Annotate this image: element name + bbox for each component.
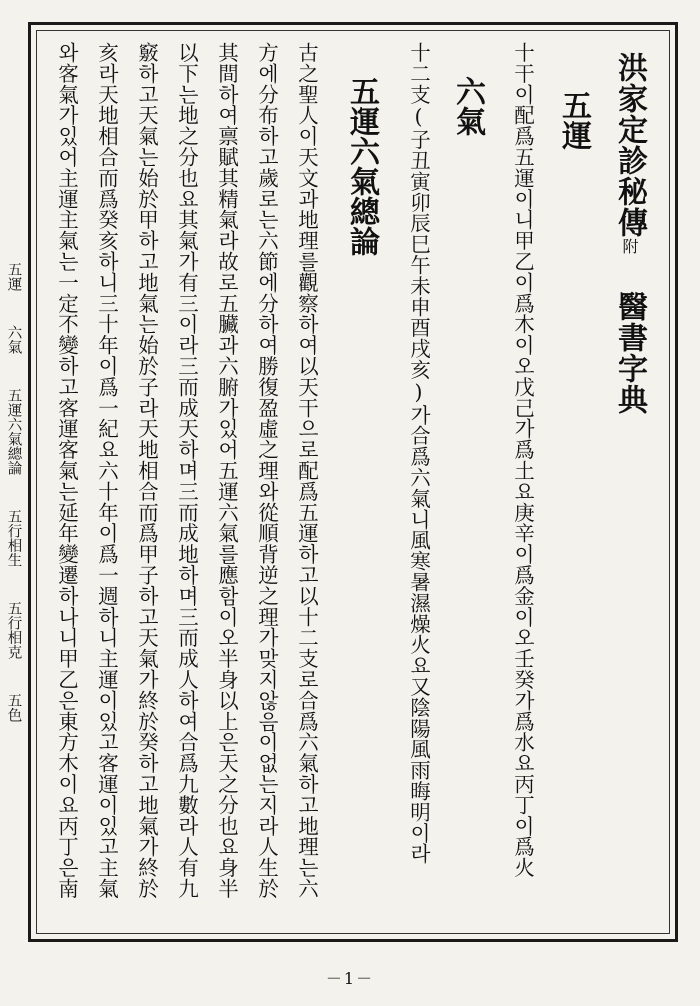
zonglun-line-6: 亥라天地相合而爲癸亥하니三十年이爲一紀요六十年이爲一週하니主運이있고客運이있고主氣 — [94, 42, 119, 899]
heading-wuyun: 五運 — [556, 90, 591, 150]
zonglun-line-4: 以下는地之分也요其氣가有三이라三而成天하며三而成地하며三而成人하여合爲九數라人有九 — [174, 42, 199, 899]
side-index — [6, 262, 21, 740]
page-number: －1－ — [325, 969, 375, 988]
title-sup: 附 — [620, 238, 639, 255]
side-index-item: 六氣 — [5, 325, 22, 354]
title-sub: 醫書字典 — [612, 291, 647, 415]
heading-liuqi: 六氣 — [450, 76, 485, 136]
side-index-item: 五行相生 — [5, 509, 22, 567]
side-index-item: 五運六氣總論 — [5, 388, 22, 475]
zonglun-line-3: 其間하여禀賦其精氣라故로五臟과六腑가있어五運六氣를應함이오半身以上은天之分也요身半 — [214, 42, 239, 899]
title-main: 洪家定診秘傳 — [612, 52, 647, 238]
side-index-item: 五色 — [5, 693, 22, 722]
side-index-item: 五行相克 — [5, 601, 22, 659]
wuyun-line-1: 十干이配爲五運이니甲乙이爲木이오戊己가爲土요庚辛이爲金이오壬癸가爲水요丙丁이爲火 — [510, 42, 535, 878]
book-title — [612, 52, 647, 415]
zonglun-line-5: 竅하고天氣는始於甲하고地氣는始於子라天地相合而爲甲子하고天氣가終於癸하고地氣가終於 — [134, 42, 159, 899]
heading-zonglun: 五運六氣總論 — [344, 76, 379, 256]
zonglun-line-2: 方에分布하고歲로는六節에分하여勝復盈虛之理와從順背逆之理가맞지않음이없는지라人生於 — [254, 42, 279, 899]
zonglun-line-7: 와客氣가있어主運主氣는一定不變하고客運客氣는延年變遷하나니甲乙은東方木이요丙丁은南 — [54, 42, 79, 899]
side-index-item: 五運 — [5, 262, 22, 291]
liuqi-line-1: 十二支(子丑寅卯辰巳午未申酉戌亥)가合爲六氣니風寒暑濕燥火요又陰陽風雨晦明이라 — [406, 42, 431, 865]
zonglun-line-1: 古之聖人이天文과地理를觀察하여以天干으로配爲五運하고以十二支로合爲六氣하고地理는六 — [294, 42, 319, 899]
